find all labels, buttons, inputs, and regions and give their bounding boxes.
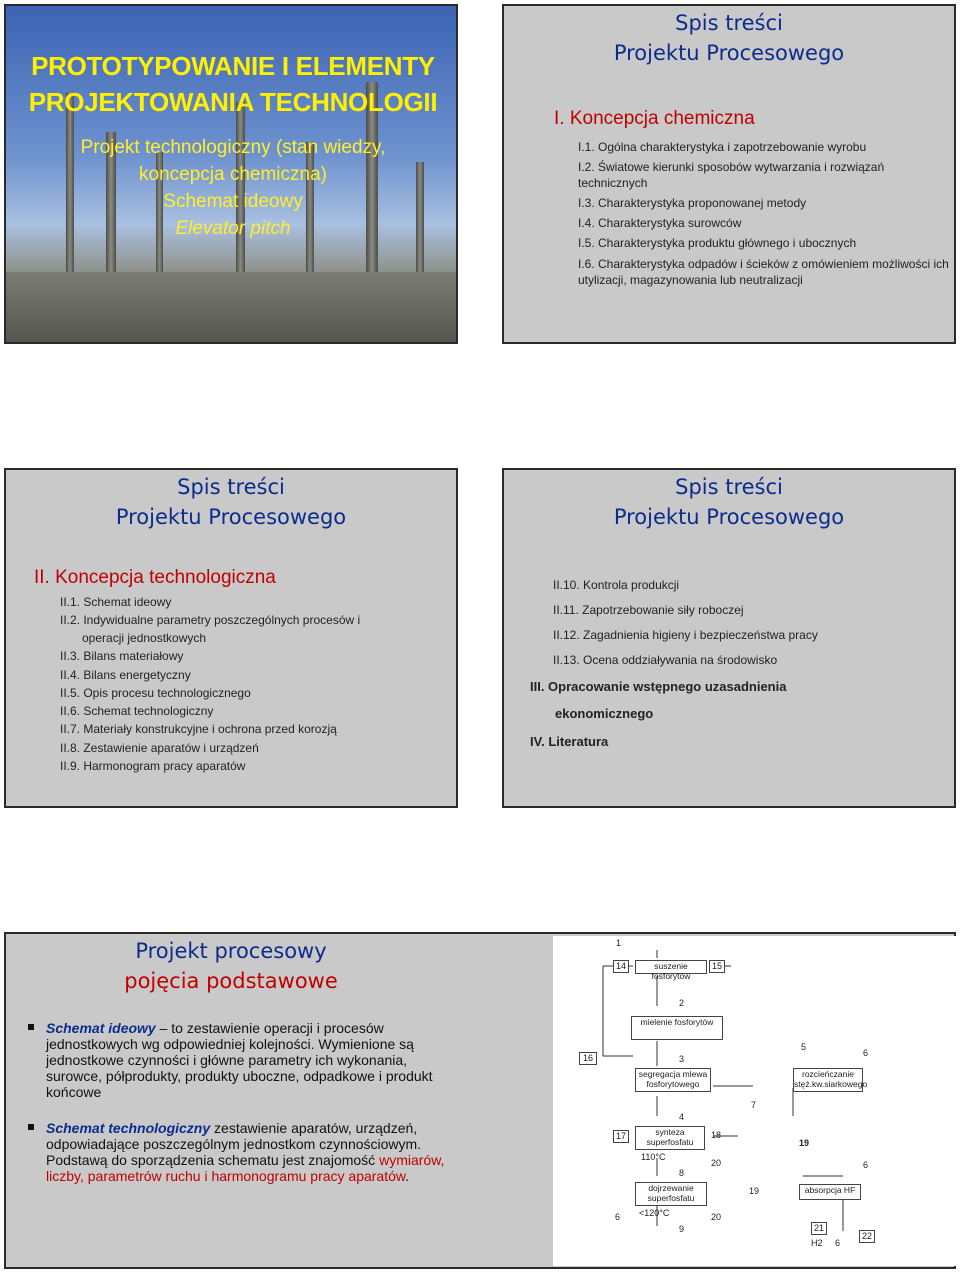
toc-item: I.6. Charakterystyka odpadów i ścieków z omówieniem możliwości ich <box>578 257 949 271</box>
highlight-wymiary: wymiarów, liczby, parametrów ruchu i harmonogramu pracy aparatów <box>46 1152 445 1184</box>
node-number: 20 <box>711 1212 722 1222</box>
slide3-section-heading: II. Koncepcja technologiczna <box>34 567 276 588</box>
slide1-title-line1: PROTOTYPOWANIE I ELEMENTY <box>31 51 435 81</box>
definition-schemat-ideowy: – to zestawienie operacji i procesów jednostkowych wg odpowiedniej kolejności. Wymienione są jednostkowe czynności i główne parametry ich wykonania, surowce, półprodukty, produkty uboczne, odpadkowe i produkt końcowe <box>46 1020 433 1100</box>
definition-end: . <box>405 1168 410 1184</box>
slide3-title-line2: Projektu Procesowego <box>115 505 347 529</box>
slide5-title-line1: Projekt procesowy <box>135 939 327 963</box>
temperature-label: 110°C <box>641 1152 666 1162</box>
slide-toc-3 <box>502 468 956 808</box>
toc-item: technicznych <box>578 176 648 190</box>
slide-toc-2 <box>4 468 458 808</box>
node-number: 7 <box>751 1100 757 1110</box>
process-diagram <box>553 936 957 1266</box>
node-number: 6 <box>835 1238 841 1248</box>
toc-item: II.11. Zapotrzebowanie siły roboczej <box>553 603 744 617</box>
term-schemat-technologiczny: Schemat technologiczny <box>46 1120 211 1136</box>
node-number: 8 <box>679 1168 685 1178</box>
node-number: 2 <box>679 998 685 1008</box>
toc-item: I.1. Ogólna charakterystyka i zapotrzebowanie wyrobu <box>578 140 867 154</box>
slide3-title-line1: Spis treści <box>177 475 285 499</box>
toc-item: I.4. Charakterystyka surowców <box>578 216 742 230</box>
node-number: 15 <box>709 960 725 973</box>
node-number: 21 <box>811 1222 827 1235</box>
node-mielenie: mielenie fosforytów <box>631 1016 723 1040</box>
slide5-title-line2: pojęcia podstawowe <box>124 969 338 993</box>
node-number: 3 <box>679 1054 685 1064</box>
node-segregacja: segregacja mlewa fosforytowego <box>635 1068 711 1092</box>
slide1-sub-line3: Schemat ideowy <box>163 191 303 212</box>
slide2-section-heading: I. Koncepcja chemiczna <box>554 108 755 129</box>
slide5-title <box>6 936 456 996</box>
toc-item: II.13. Ocena oddziaływania na środowisko <box>553 653 778 667</box>
toc-section-4: IV. Literatura <box>530 734 609 749</box>
node-number: 16 <box>579 1052 597 1065</box>
toc-section-3-line2: ekonomicznego <box>555 706 654 721</box>
toc-item: operacji jednostkowych <box>82 631 207 645</box>
bullet-icon <box>28 1124 34 1130</box>
slide1-sub-line2: koncepcja chemiczna) <box>139 164 327 185</box>
toc-section-3-line1: III. Opracowanie wstępnego uzasadnienia <box>530 679 787 694</box>
node-number: 18 <box>711 1130 722 1140</box>
toc-item: II.9. Harmonogram pracy aparatów <box>60 759 246 773</box>
temperature-label: <120°C <box>639 1208 670 1218</box>
node-number: 6 <box>863 1160 869 1170</box>
slide3-title <box>6 472 456 532</box>
refinery-ground <box>6 272 456 342</box>
bullet-schemat-ideowy <box>28 1020 448 1100</box>
toc-item: I.5. Charakterystyka produktu głównego i ubocznych <box>578 236 857 250</box>
slide1-sub-line1: Projekt technologiczny (stan wiedzy, <box>80 137 386 158</box>
toc-item: utylizacji, magazynowania lub neutralizacji <box>578 273 803 287</box>
node-number: 9 <box>679 1224 685 1234</box>
slide2-title-line2: Projektu Procesowego <box>613 41 845 65</box>
node-synteza: synteza superfosfatu <box>635 1126 705 1150</box>
node-number: 4 <box>679 1112 685 1122</box>
node-number: 14 <box>613 960 629 973</box>
bullet-schemat-technologiczny <box>28 1120 448 1184</box>
node-number: 6 <box>615 1212 621 1222</box>
slide1-elevator-pitch: Elevator pitch <box>175 218 291 239</box>
node-number: 20 <box>711 1158 722 1168</box>
toc-item: II.10. Kontrola produkcji <box>553 578 680 592</box>
toc-item: II.5. Opis procesu technologicznego <box>60 686 251 700</box>
node-number: 19 <box>749 1186 760 1196</box>
toc-item: II.2. Indywidualne parametry poszczególnych procesów i <box>60 613 361 627</box>
slide-title-photo <box>4 4 458 344</box>
toc-item: II.7. Materiały konstrukcyjne i ochrona przed korozją <box>60 722 337 736</box>
node-number: 17 <box>613 1130 629 1143</box>
toc-item: II.1. Schemat ideowy <box>60 595 172 609</box>
node-number: 6 <box>863 1048 869 1058</box>
term-schemat-ideowy: Schemat ideowy <box>46 1020 156 1036</box>
node-rozcienczanie: rozcieńczanie stęż.kw.siarkowego <box>793 1068 863 1092</box>
node-number: 22 <box>859 1230 875 1243</box>
toc-item: II.6. Schemat technologiczny <box>60 704 214 718</box>
node-number: 19 <box>799 1138 810 1148</box>
node-suszenie: suszenie fosforytów <box>635 960 707 974</box>
toc-item: I.3. Charakterystyka proponowanej metody <box>578 196 807 210</box>
toc-item: II.12. Zagadnienia higieny i bezpieczeństwa pracy <box>553 628 818 642</box>
node-number: 5 <box>801 1042 807 1052</box>
bullet-icon <box>28 1024 34 1030</box>
toc-item: II.3. Bilans materiałowy <box>60 649 184 663</box>
toc-item: I.2. Światowe kierunki sposobów wytwarzania i rozwiązań <box>578 160 885 174</box>
definition-schemat-technologiczny: zestawienie aparatów, urządzeń, odpowiadające poszczególnym jednostkom czynnościowym. Podstawą do sporządzenia schematu jest znajomość <box>46 1120 422 1168</box>
slide4-title-line2: Projektu Procesowego <box>613 505 845 529</box>
node-absorpcja: absorpcja HF <box>799 1184 861 1200</box>
toc-item: II.8. Zestawienie aparatów i urządzeń <box>60 741 259 755</box>
slide2-title-line1: Spis treści <box>675 11 783 35</box>
node-number: 1 <box>616 938 622 948</box>
slide4-title <box>504 472 954 532</box>
slide-toc-1 <box>502 4 956 344</box>
slide2-title <box>504 8 954 68</box>
slide4-title-line1: Spis treści <box>675 475 783 499</box>
slide1-title-line2: PROJEKTOWANIA TECHNOLOGII <box>28 87 438 117</box>
node-dojrzewanie: dojrzewanie superfosfatu <box>635 1182 707 1206</box>
chemical-label: H2 <box>811 1238 823 1248</box>
toc-item: II.4. Bilans energetyczny <box>60 668 191 682</box>
